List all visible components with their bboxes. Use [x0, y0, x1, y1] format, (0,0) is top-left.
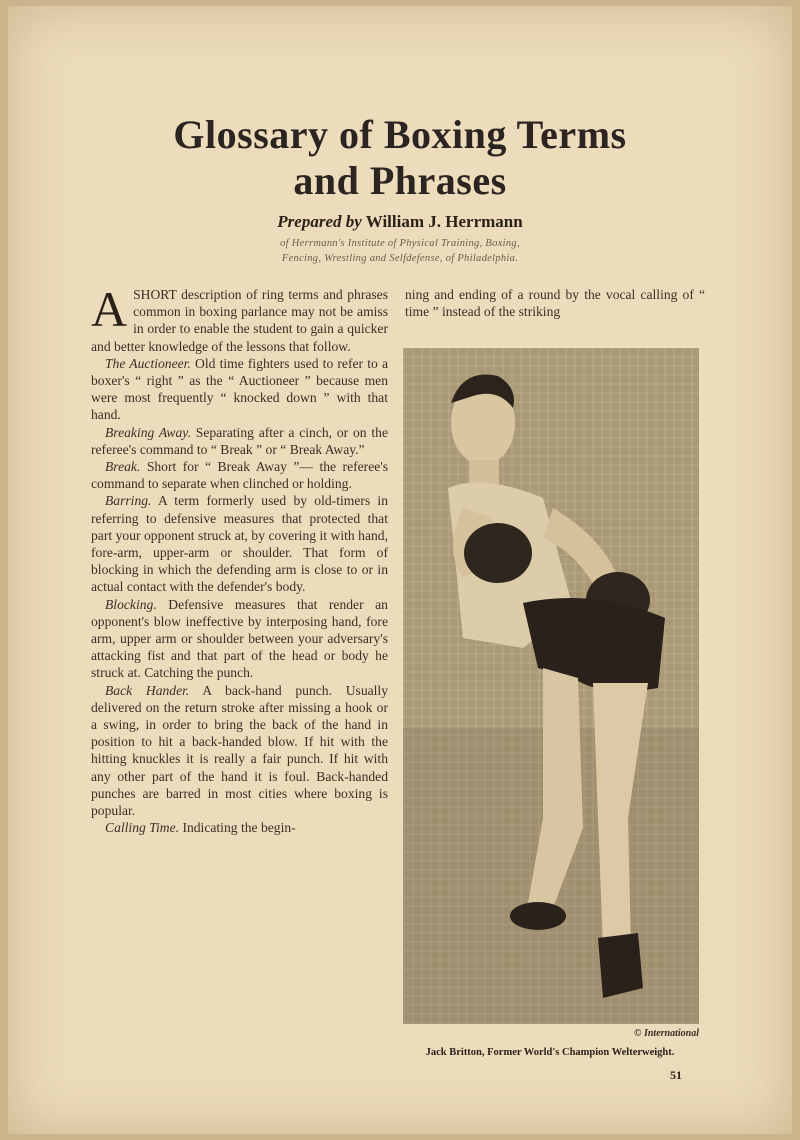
entry-term: Breaking Away. [105, 424, 191, 440]
author-name: William J. Herrmann [365, 212, 523, 231]
photo-credit: © International [634, 1028, 699, 1039]
entry-term: The Auctioneer. [105, 355, 191, 371]
glossary-entry [91, 424, 388, 458]
entry-term: Break. [105, 459, 141, 475]
entry-term: Blocking. [105, 596, 157, 612]
left-column [91, 281, 388, 837]
title-line-2: and Phrases [293, 158, 507, 203]
boxer-photo [403, 348, 699, 1024]
byline [0, 212, 800, 232]
glossary-entry [91, 492, 388, 595]
entry-definition: Indicating the begin- [182, 820, 296, 836]
intro-text: SHORT description of ring terms and phrases common in boxing parlance may not be amiss in order to enable the student to gain a quicker and better knowledge of the lessons that follow. [91, 287, 388, 354]
entry-term: Back Hander. [105, 682, 190, 698]
affiliation-line-2: Fencing, Wrestling and Selfdefense, of Philadelphia. [281, 253, 519, 264]
intro-paragraph [91, 281, 388, 355]
affiliation-line-1: of Herrmann's Institute of Physical Training, Boxing, [280, 238, 520, 249]
prepared-by-label: Prepared by [277, 212, 362, 231]
entry-definition: Separating after a cinch, or on the referee's command to “ Break ” or “ Break Away.” [91, 424, 388, 457]
glossary-entry [91, 819, 388, 836]
author-affiliation [0, 236, 800, 266]
entry-definition: Short for “ Break Away ”— the referee's command to separate when clinched or holding. [91, 459, 388, 492]
article-title [0, 112, 800, 204]
entry-definition: Defensive measures that render an opponent's blow ineffective by interposing hand, fore arm, upper arm or shoulder between your adversary's attacking fist and that part of the head or body he struck at. Catching the punch. [91, 596, 388, 681]
entry-definition: Old time fighters used to refer to a boxer's “ right ” as the “ Auctioneer ” because men were most frequently “ knocked down ” with that hand. [91, 355, 388, 423]
entry-term: Calling Time. [105, 820, 180, 836]
title-line-1: Glossary of Boxing Terms [173, 112, 627, 157]
drop-cap: A [91, 281, 128, 337]
glossary-entry [91, 596, 388, 682]
photo-caption: Jack Britton, Former World's Champion Welterweight. [425, 1047, 675, 1058]
glossary-entry [91, 355, 388, 424]
page-number: 51 [670, 1068, 682, 1082]
entry-definition: A term formerly used by old-timers in referring to defensive measures that protected that part your opponent struck at, by covering it with hand, fore-arm, upper-arm or shoulder. That form of blocking in which the defending arm is close to or in actual contact with the defender's body. [91, 493, 388, 595]
continuation-text: ning and ending of a round by the vocal calling of “ time ” instead of the striking [405, 287, 705, 320]
glossary-entry [91, 458, 388, 492]
entry-definition: A back-hand punch. Usually delivered on the return stroke after missing a hook or a swing, in order to bring the back of the hand in position to hit a back-handed blow. If hit with the hitting knuckles it is really a fair punch. If hit with any other part of the hand it is foul. Back-handed punches are barred in most cities where boxing is popular. [91, 682, 388, 819]
glossary-entry [91, 682, 388, 820]
entry-term: Barring. [105, 493, 152, 509]
boxer-figure [403, 348, 699, 1024]
right-column [405, 286, 705, 320]
